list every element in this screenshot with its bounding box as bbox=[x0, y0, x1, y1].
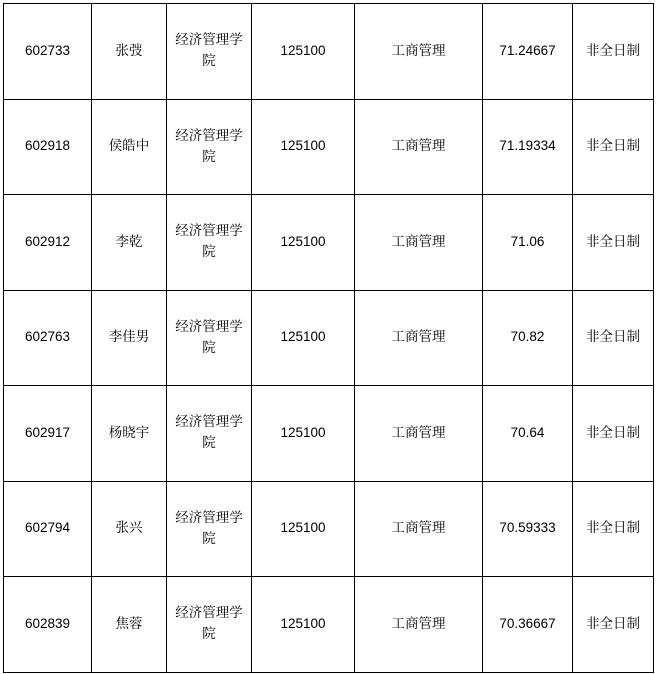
table-row bbox=[4, 481, 654, 577]
table-row bbox=[4, 195, 654, 291]
cell-total-score: 70.64 bbox=[483, 386, 573, 482]
cell-study-type: 非全日制 bbox=[573, 99, 654, 195]
cell-college: 经济管理学院 bbox=[167, 386, 252, 482]
cell-major-name: 工商管理 bbox=[355, 4, 483, 100]
cell-major-name: 工商管理 bbox=[355, 99, 483, 195]
document-page bbox=[0, 3, 657, 674]
cell-study-type: 非全日制 bbox=[573, 290, 654, 386]
cell-total-score: 70.36667 bbox=[483, 577, 573, 673]
cell-major-code: 125100 bbox=[252, 195, 355, 291]
cell-name: 李乾 bbox=[92, 195, 167, 291]
cell-candidate-id: 602917 bbox=[4, 386, 92, 482]
cell-major-name: 工商管理 bbox=[355, 290, 483, 386]
cell-major-code: 125100 bbox=[252, 290, 355, 386]
cell-major-name: 工商管理 bbox=[355, 577, 483, 673]
cell-total-score: 71.24667 bbox=[483, 4, 573, 100]
cell-candidate-id: 602794 bbox=[4, 481, 92, 577]
cell-candidate-id: 602918 bbox=[4, 99, 92, 195]
cell-college: 经济管理学院 bbox=[167, 195, 252, 291]
cell-college: 经济管理学院 bbox=[167, 99, 252, 195]
cell-candidate-id: 602839 bbox=[4, 577, 92, 673]
cell-study-type: 非全日制 bbox=[573, 386, 654, 482]
cell-college: 经济管理学院 bbox=[167, 577, 252, 673]
cell-candidate-id: 602912 bbox=[4, 195, 92, 291]
cell-major-code: 125100 bbox=[252, 386, 355, 482]
cell-name: 侯皓中 bbox=[92, 99, 167, 195]
cell-candidate-id: 602763 bbox=[4, 290, 92, 386]
cell-major-name: 工商管理 bbox=[355, 195, 483, 291]
cell-major-code: 125100 bbox=[252, 99, 355, 195]
table-row bbox=[4, 290, 654, 386]
cell-major-name: 工商管理 bbox=[355, 481, 483, 577]
table-row bbox=[4, 386, 654, 482]
cell-study-type: 非全日制 bbox=[573, 577, 654, 673]
cell-total-score: 71.06 bbox=[483, 195, 573, 291]
cell-major-name: 工商管理 bbox=[355, 386, 483, 482]
cell-study-type: 非全日制 bbox=[573, 4, 654, 100]
cell-name: 张兴 bbox=[92, 481, 167, 577]
cell-candidate-id: 602733 bbox=[4, 4, 92, 100]
cell-major-code: 125100 bbox=[252, 577, 355, 673]
cell-major-code: 125100 bbox=[252, 481, 355, 577]
cell-college: 经济管理学院 bbox=[167, 481, 252, 577]
admission-list-table bbox=[3, 3, 654, 673]
cell-name: 张弢 bbox=[92, 4, 167, 100]
cell-name: 杨晓宇 bbox=[92, 386, 167, 482]
cell-total-score: 70.59333 bbox=[483, 481, 573, 577]
cell-study-type: 非全日制 bbox=[573, 195, 654, 291]
cell-name: 李佳男 bbox=[92, 290, 167, 386]
cell-study-type: 非全日制 bbox=[573, 481, 654, 577]
table-row bbox=[4, 577, 654, 673]
cell-major-code: 125100 bbox=[252, 4, 355, 100]
table-body bbox=[4, 4, 654, 673]
table-row bbox=[4, 4, 654, 100]
cell-total-score: 70.82 bbox=[483, 290, 573, 386]
cell-name: 焦蓉 bbox=[92, 577, 167, 673]
cell-college: 经济管理学院 bbox=[167, 4, 252, 100]
cell-college: 经济管理学院 bbox=[167, 290, 252, 386]
cell-total-score: 71.19334 bbox=[483, 99, 573, 195]
table-row bbox=[4, 99, 654, 195]
